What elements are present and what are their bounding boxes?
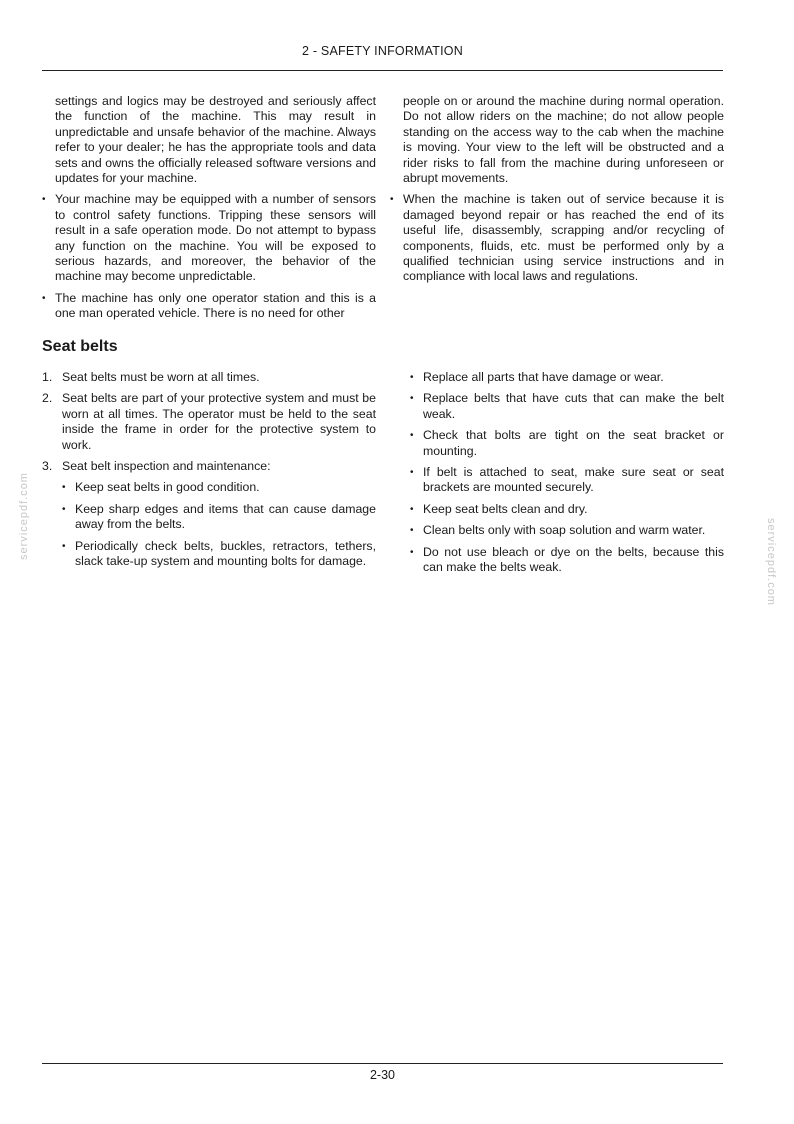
watermark-right: servicepdf.com — [765, 518, 777, 606]
list-item: • Replace belts that have cuts that can make the belt weak. — [410, 391, 724, 422]
list-item: • Replace all parts that have damage or wear. — [410, 370, 724, 385]
seat-belts-right-column — [390, 370, 724, 581]
page-number: 2-30 — [369, 1068, 396, 1082]
list-item: • Keep seat belts in good condition. — [62, 480, 376, 495]
header-rule — [42, 70, 723, 71]
numbered-item — [42, 459, 376, 474]
running-header: 2 - SAFETY INFORMATION — [302, 44, 463, 58]
list-item: • The machine has only one operator station and this is a one man operated vehicle. There is no need for other — [42, 291, 376, 322]
item-text: Seat belt inspection and maintenance: — [62, 459, 271, 474]
item-text: Seat belts must be worn at all times. — [62, 370, 260, 384]
list-item: • Check that bolts are tight on the seat bracket or mounting. — [410, 428, 724, 459]
footer-rule — [42, 1063, 723, 1064]
item-text: Seat belts are part of your protective system and must be worn at all times. The operator must be held to the seat inside the frame in order for the protective system to work. — [62, 391, 376, 452]
list-item: • Keep sharp edges and items that can cause damage away from the belts. — [62, 502, 376, 533]
item-number: 3. — [42, 459, 53, 474]
sub-bullet-list — [410, 370, 724, 575]
list-item: • Periodically check belts, buckles, retractors, tethers, slack take-up system and mounting bolts for damage. — [62, 539, 376, 570]
numbered-item — [42, 370, 376, 385]
list-item: • Your machine may be equipped with a number of sensors to control safety functions. Tripping these sensors will result in a safe operation mode. Do not attempt to bypass any function on the machine. You will be exposed to serious hazards, and moreover, the behavior of the machine may become unpredictable. — [42, 192, 376, 284]
list-item: • Clean belts only with soap solution and warm water. — [410, 523, 724, 538]
item-number: 1. — [42, 370, 53, 384]
watermark-left: servicepdf.com — [18, 472, 30, 560]
continued-paragraph: people on or around the machine during normal operation. Do not allow riders on the machine; do not allow people standing on the access way to the cab when the machine is moving. Your view to the left will be obstructed and a rider risks to fall from the machine during unforeseen or abrupt movements. — [403, 94, 724, 186]
numbered-item — [42, 391, 376, 453]
intro-right-column — [390, 94, 724, 291]
intro-left-column — [42, 94, 376, 328]
item-number: 2. — [42, 391, 53, 406]
list-item: • If belt is attached to seat, make sure seat or seat brackets are mounted securely. — [410, 465, 724, 496]
continued-paragraph: settings and logics may be destroyed and seriously affect the function of the machine. This may result in unpredictable and unsafe behavior of the machine. Always refer to your dealer; he has the appropriate tools and data sets and owns the officially released software versions and updates for your machine. — [55, 94, 376, 186]
list-item: • When the machine is taken out of service because it is damaged beyond repair or has reached the end of its useful life, disassembly, scrapping and/or recycling of components, fluids, etc. must be performed only by a qualified technician using service instructions and in compliance with local laws and regulations. — [390, 192, 724, 284]
sub-bullet-list — [62, 480, 376, 569]
section-heading-seat-belts: Seat belts — [42, 338, 118, 355]
list-item: • Keep seat belts clean and dry. — [410, 502, 724, 517]
list-item: • Do not use bleach or dye on the belts, because this can make the belts weak. — [410, 545, 724, 576]
seat-belts-left-column — [42, 370, 376, 575]
